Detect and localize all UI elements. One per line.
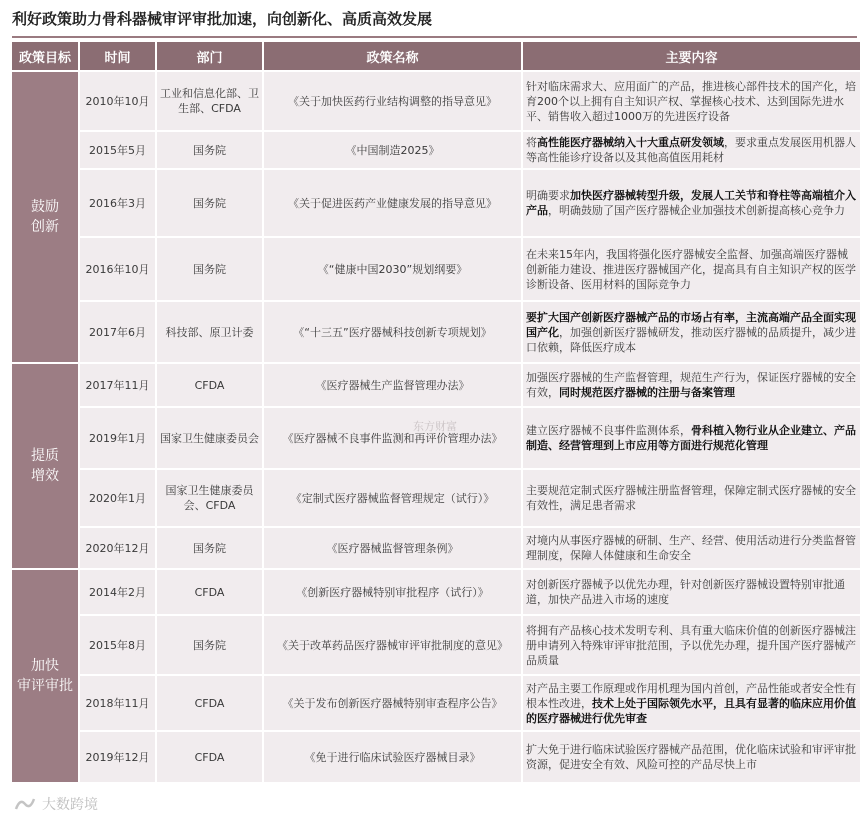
content-text: ，明确鼓励了国产医疗器械企业加强技术创新提高核心竞争力: [548, 204, 845, 217]
table-row: [12, 676, 860, 730]
dept-cell: 国务院: [157, 238, 262, 300]
dept-cell: 国务院: [157, 170, 262, 236]
watermark: 东方财富: [413, 420, 457, 433]
content-cell: [523, 238, 860, 300]
dept-cell: 国务院: [157, 132, 262, 168]
time-cell: 2015年8月: [80, 616, 155, 674]
content-cell: [523, 732, 860, 782]
policy-name-cell: 《“十三五”医疗器械科技创新专项规划》: [264, 302, 521, 362]
content-text: 对境内从事医疗器械的研制、生产、经营、使用活动进行分类监督管理制度，保障人体健康和生命安全: [526, 534, 856, 562]
time-cell: 2017年11月: [80, 364, 155, 406]
table-row: [12, 470, 860, 526]
content-text: 主要规范定制式医疗器械注册监督管理，保障定制式医疗器械的安全有效性，满足患者需求: [526, 484, 856, 512]
table-row: [12, 408, 860, 468]
policy-name-cell: 《关于改革药品医疗器械审评审批制度的意见》: [264, 616, 521, 674]
policy-name-cell: 《定制式医疗器械监督管理规定（试行）》: [264, 470, 521, 526]
content-text: 将: [526, 136, 537, 149]
policy-name-cell: 《“健康中国2030”规划纲要》: [264, 238, 521, 300]
table-header-row: [12, 42, 860, 70]
content-text: ，加强创新医疗器械研发，推动医疗器械的品质提升，减少进口依赖，降低医疗成本: [526, 325, 856, 354]
content-text: 对创新医疗器械予以优先办理，针对创新医疗器械设置特别审批通道，加快产品进入市场的速度: [526, 578, 845, 606]
dept-cell: CFDA: [157, 364, 262, 406]
table-row: [12, 570, 860, 614]
content-text: 扩大免于进行临床试验医疗器械产品范围，优化临床试验和审评审批资源，促进安全有效、风险可控的产品尽快上市: [526, 743, 856, 771]
time-cell: 2019年1月: [80, 408, 155, 468]
content-text: ，要求重点发展医用机器人等高性能诊疗设备以及其他高值医用耗材: [526, 136, 856, 164]
time-cell: 2017年6月: [80, 302, 155, 362]
table-row: [12, 364, 860, 406]
content-highlight: 骨科植入物行业从企业建立、产品制造、经营管理到上市应用等方面进行规范化管理: [526, 424, 856, 452]
policy-name-cell: 《关于加快医药行业结构调整的指导意见》: [264, 72, 521, 130]
content-text: 明确要求: [526, 189, 570, 202]
content-cell: [523, 408, 860, 468]
table-row: [12, 528, 860, 568]
time-cell: 2020年12月: [80, 528, 155, 568]
content-highlight: 高性能医疗器械纳入十大重点研发领域: [537, 136, 724, 149]
content-cell: [523, 132, 860, 168]
header-content: 主要内容: [523, 42, 860, 70]
policy-name-cell: 《关于发布创新医疗器械特别审查程序公告》: [264, 676, 521, 730]
time-cell: 2016年10月: [80, 238, 155, 300]
dept-cell: 工业和信息化部、卫生部、CFDA: [157, 72, 262, 130]
header-policy-name: 政策名称: [264, 42, 521, 70]
policy-goal-cell: 鼓励 创新: [12, 72, 78, 362]
time-cell: 2015年5月: [80, 132, 155, 168]
content-cell: [523, 302, 860, 362]
policy-name-cell: 《关于促进医药产业健康发展的指导意见》: [264, 170, 521, 236]
brand-name: 大数跨境: [42, 797, 98, 813]
content-highlight: 同时规范医疗器械的注册与备案管理: [559, 386, 735, 399]
time-cell: 2020年1月: [80, 470, 155, 526]
dept-cell: CFDA: [157, 570, 262, 614]
table-row: [12, 302, 860, 362]
header-time: 时间: [80, 42, 155, 70]
time-cell: 2010年10月: [80, 72, 155, 130]
content-cell: [523, 616, 860, 674]
brand-footer: [14, 794, 98, 814]
content-text: 对产品主要工作原理或作用机理为国内首创，产品性能或者安全性有根本性改进，: [526, 681, 856, 710]
content-text: 将拥有产品核心技术发明专利、具有重大临床价值的创新医疗器械注册申请列入特殊审评审批范围，予以优先办理，提升国产医疗器械产品质量: [526, 623, 856, 667]
policy-name-cell: 《免于进行临床试验医疗器械目录》: [264, 732, 521, 782]
header-dept: 部门: [157, 42, 262, 70]
dept-cell: 国务院: [157, 528, 262, 568]
time-cell: 2014年2月: [80, 570, 155, 614]
policy-name-cell: 《医疗器械生产监督管理办法》: [264, 364, 521, 406]
policy-name-cell: 《医疗器械不良事件监测和再评价管理办法》: [264, 408, 521, 468]
table-row: [12, 616, 860, 674]
policy-name-cell: 《医疗器械监督管理条例》: [264, 528, 521, 568]
content-highlight: 加快医疗器械转型升级，发展人工关节和脊柱等高端植介入产品: [526, 189, 856, 217]
content-highlight: 技术上处于国际领先水平，且具有显著的临床应用价值的医疗器械进行优先审查: [526, 696, 856, 725]
table-row: [12, 170, 860, 236]
policy-name-cell: 《创新医疗器械特别审批程序（试行）》: [264, 570, 521, 614]
content-highlight: 要扩大国产创新医疗器械产品的市场占有率，主流高端产品全面实现国产化: [526, 310, 856, 339]
time-cell: 2016年3月: [80, 170, 155, 236]
time-cell: 2018年11月: [80, 676, 155, 730]
content-text: 针对临床需求大、应用面广的产品，推进核心部件技术的国产化，培育200个以上拥有自主知识产权、掌握核心技术、达到国际先进水平、销售收入超过1000万的先进医疗设备: [526, 79, 856, 123]
content-text: 加强医疗器械的生产监督管理，规范生产行为，保证医疗器械的安全有效，: [526, 371, 856, 399]
brand-logo-icon: [14, 796, 36, 812]
content-cell: [523, 364, 860, 406]
content-text: 建立医疗器械不良事件监测体系，: [526, 424, 691, 437]
policy-name-cell: 《中国制造2025》: [264, 132, 521, 168]
policy-table: [10, 40, 862, 784]
content-cell: [523, 676, 860, 730]
dept-cell: CFDA: [157, 676, 262, 730]
content-cell: [523, 72, 860, 130]
policy-goal-cell: 提质 增效: [12, 364, 78, 568]
table-row: [12, 238, 860, 300]
page-title: 利好政策助力骨科器械审评审批加速，向创新化、高质高效发展: [12, 6, 857, 38]
content-cell: [523, 570, 860, 614]
table-row: [12, 72, 860, 130]
dept-cell: 国务院: [157, 616, 262, 674]
dept-cell: 国家卫生健康委员会: [157, 408, 262, 468]
content-cell: [523, 528, 860, 568]
content-cell: [523, 170, 860, 236]
dept-cell: CFDA: [157, 732, 262, 782]
content-cell: [523, 470, 860, 526]
time-cell: 2019年12月: [80, 732, 155, 782]
dept-cell: 科技部、原卫计委: [157, 302, 262, 362]
dept-cell: 国家卫生健康委员会、CFDA: [157, 470, 262, 526]
table-row: [12, 132, 860, 168]
content-text: 在未来15年内，我国将强化医疗器械安全监督、加强高端医疗器械创新能力建设、推进医疗器械国产化，提高具有自主知识产权的医学诊断设备、医用材料的国际竞争力: [526, 247, 856, 291]
table-row: [12, 732, 860, 782]
header-goal: 政策目标: [12, 42, 78, 70]
policy-goal-cell: 加快 审评审批: [12, 570, 78, 782]
